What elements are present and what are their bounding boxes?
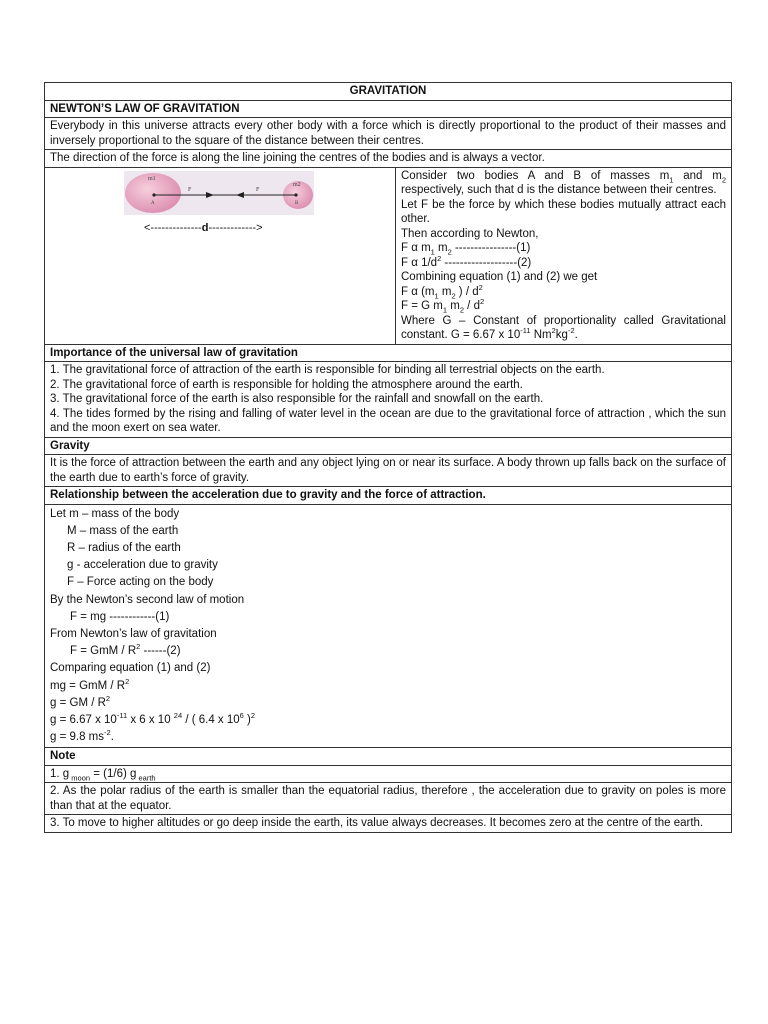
derivation-cell [396,167,732,344]
relationship-line-3: R – radius of the earth [67,541,181,554]
label-a: A [151,200,155,206]
centre-b-dot [294,193,297,196]
label-force-left: F [188,186,192,193]
equation-1: F α $m_1$ $m_2$ ----------------(1) [401,242,531,257]
derivation-p1: Consider two bodies A and B of masses $m_1$ and $m_2$ respectively, such that d is the distance between their centres. [401,169,726,196]
note-heading: Note [45,748,732,766]
derivation-p4: Combining equation (1) and (2) we get [401,271,598,283]
equation-2: F α $1/d^2$ -------------------(2) [401,253,532,269]
equation-3: F α ($m_1$ $m_2$ ) / $d^2$ [401,282,483,300]
derivation-p2: Let F be the force by which these bodies mutually attract each other. [401,198,726,225]
gravity-definition: It is the force of attraction between the earth and any object lying on or near its surface. A body thrown up falls back on the surface of the earth due to earth’s force of gravity. [45,455,732,487]
list-item: 2. The gravitational force of earth is responsible for holding the atmosphere around the earth. [50,378,523,391]
relationship-line-9: F = GmM / $R^2$ ------(2) [70,642,181,658]
relationship-line-5: F – Force acting on the body [67,576,214,589]
two-body-figure-cell [45,167,396,344]
label-b: B [295,200,299,206]
page-title: GRAVITATION [45,83,732,101]
distance-label: d [201,221,209,234]
label-m2: m2 [293,181,301,188]
relationship-line-8: From Newton’s law of gravitation [50,627,217,640]
relationship-line-6: By the Newton’s second law of motion [50,593,245,606]
figure-background [124,171,314,215]
distance-indicator [144,221,263,236]
relationship-derivation [45,504,732,748]
relationship-heading: Relationship between the acceleration due to gravity and the force of attraction. [45,487,732,505]
list-item: 4. The tides formed by the rising and falling of water level in the ocean are due to the gravitational force of attraction , which the sun and the moon exert on sea water. [50,407,726,434]
relationship-line-10: Comparing equation (1) and (2) [50,662,211,675]
relationship-line-7: F = mg ------------(1) [70,610,170,623]
relationship-line-1: Let m – mass of the body [50,507,180,520]
importance-list [45,362,732,438]
arrow-left-icon [236,192,244,198]
distance-arrow-left: <-------------- [144,221,202,234]
relationship-line-2: M – mass of the earth [67,524,179,537]
relationship-line-13: g = 6.67 x $10^{-11}$ x 6 x 10 $^{24}$ / ( 6.4 x $10^6$ )$^2$ [50,711,256,726]
force-direction-text: The direction of the force is along the line joining the centres of the bodies and is always a vector. [45,150,732,168]
two-body-diagram [124,171,314,215]
note-item-1: 1. g $_{moon}$ = (1/6) g $_{earth}$ [45,765,732,783]
relationship-line-4: g - acceleration due to gravity [67,559,218,572]
relationship-line-14: g = 9.8 $ms^{-2}$. [50,728,114,744]
list-item: 3. The gravitational force of the earth is also responsible for the rainfall and snowfall on the earth. [50,393,544,405]
relationship-line-11: mg = GmM / $R^2$ [50,676,130,692]
gravitational-constant-text: Where G – Constant of proportionality called Gravitational constant. G = 6.67 x $10^{-11}$ $Nm^2kg^{-2}$. [401,314,726,341]
label-force-right: F [256,186,260,193]
importance-heading: Importance of the universal law of gravitation [45,344,732,362]
derivation-p3: Then according to Newton, [401,227,539,240]
arrow-right-icon [206,192,214,198]
newton-law-heading: NEWTON’S LAW OF GRAVITATION [45,100,732,118]
note-item-2: 2. As the polar radius of the earth is smaller than the equatorial radius, therefore , the acceleration due to gravity on poles is more than that at the equator. [45,783,732,815]
relationship-line-12: g = GM / $R^2$ [50,693,111,709]
centre-a-dot [152,193,155,196]
list-item: 1. The gravitational force of attraction of the earth is responsible for binding all terrestrial objects on the earth. [50,364,605,376]
note-item-3: 3. To move to higher altitudes or go deep inside the earth, its value always decreases. It becomes zero at the centre of the earth. [45,815,732,833]
gravity-heading: Gravity [45,437,732,455]
label-m1: m1 [148,175,156,182]
equation-4: F = G $m_1$ $m_2 / d^2$ [401,297,485,315]
distance-arrow-right: -------------> [208,221,263,234]
gravitation-notes-table [44,82,732,833]
newton-law-definition: Everybody in this universe attracts every other body with a force which is directly proportional to the product of their masses and inversely proportional to the square of the distance between their centres. [45,118,732,150]
two-body-figure [50,169,390,234]
